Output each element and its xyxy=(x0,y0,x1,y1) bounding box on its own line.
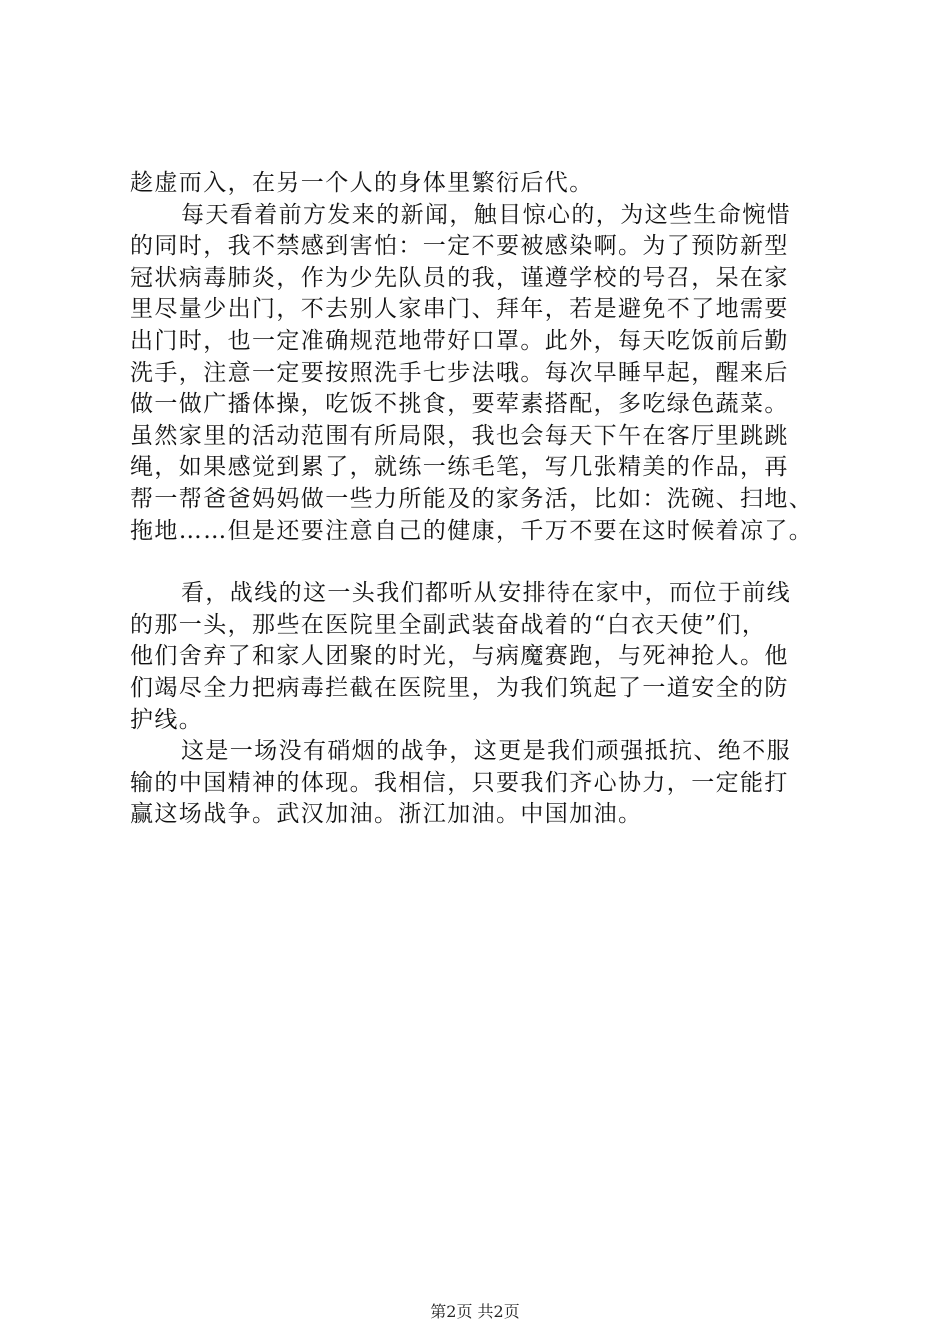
text-line: 的那一头，那些在医院里全副武装奋战着的“白衣天使”们， xyxy=(130,611,767,638)
text-line: 这是一场没有硝烟的战争，这更是我们顽强抵抗、绝不服 xyxy=(181,738,791,765)
paragraph-news-and-prevention xyxy=(130,200,850,548)
text-line: 拖地……但是还要注意自己的健康，千万不要在这时候着凉了。 xyxy=(130,517,814,544)
text-line: 们竭尽全力把病毒拦截在医院里，为我们筑起了一道安全的防 xyxy=(130,674,789,701)
text-line: 出门时，也一定准确规范地带好口罩。此外，每天吃饭前后勤 xyxy=(130,327,789,354)
paragraph-frontline xyxy=(130,578,850,736)
paragraph-spacer xyxy=(130,547,850,578)
text-line: 的同时，我不禁感到害怕：一定不要被感染啊。为了预防新型 xyxy=(130,233,789,260)
page-number-label: 第2页 共2页 xyxy=(430,1302,520,1321)
text-line: 帮一帮爸爸妈妈做一些力所能及的家务活，比如：洗碗、扫地、 xyxy=(130,485,814,512)
text-line: 冠状病毒肺炎，作为少先队员的我，谨遵学校的号召，呆在家 xyxy=(130,264,789,291)
text-line: 他们舍弃了和家人团聚的时光，与病魔赛跑，与死神抢人。他 xyxy=(130,643,789,670)
page-footer xyxy=(0,1302,950,1322)
text-line: 做一做广播体操，吃饭不挑食，要荤素搭配，多吃绿色蔬菜。 xyxy=(130,391,789,418)
text-line: 看，战线的这一头我们都听从安排待在家中，而位于前线 xyxy=(181,580,791,607)
text-line: 趁虚而入，在另一个人的身体里繁衍后代。 xyxy=(130,170,594,196)
paragraph-continuation xyxy=(130,168,850,200)
text-line: 护线。 xyxy=(130,706,204,733)
text-line: 每天看着前方发来的新闻，触目惊心的，为这些生命惋惜 xyxy=(181,201,791,228)
document-body xyxy=(130,168,850,831)
paragraph-conclusion xyxy=(130,736,850,831)
text-line: 洗手，注意一定要按照洗手七步法哦。每次早睡早起，醒来后 xyxy=(130,359,789,386)
text-line: 绳，如果感觉到累了，就练一练毛笔，写几张精美的作品，再 xyxy=(130,454,789,481)
text-line: 虽然家里的活动范围有所局限，我也会每天下午在客厅里跳跳 xyxy=(130,422,789,449)
text-line: 输的中国精神的体现。我相信，只要我们齐心协力，一定能打 xyxy=(130,769,789,796)
text-line: 里尽量少出门，不去别人家串门、拜年，若是避免不了地需要 xyxy=(130,296,789,323)
text-line: 赢这场战争。武汉加油。浙江加油。中国加油。 xyxy=(130,801,643,828)
